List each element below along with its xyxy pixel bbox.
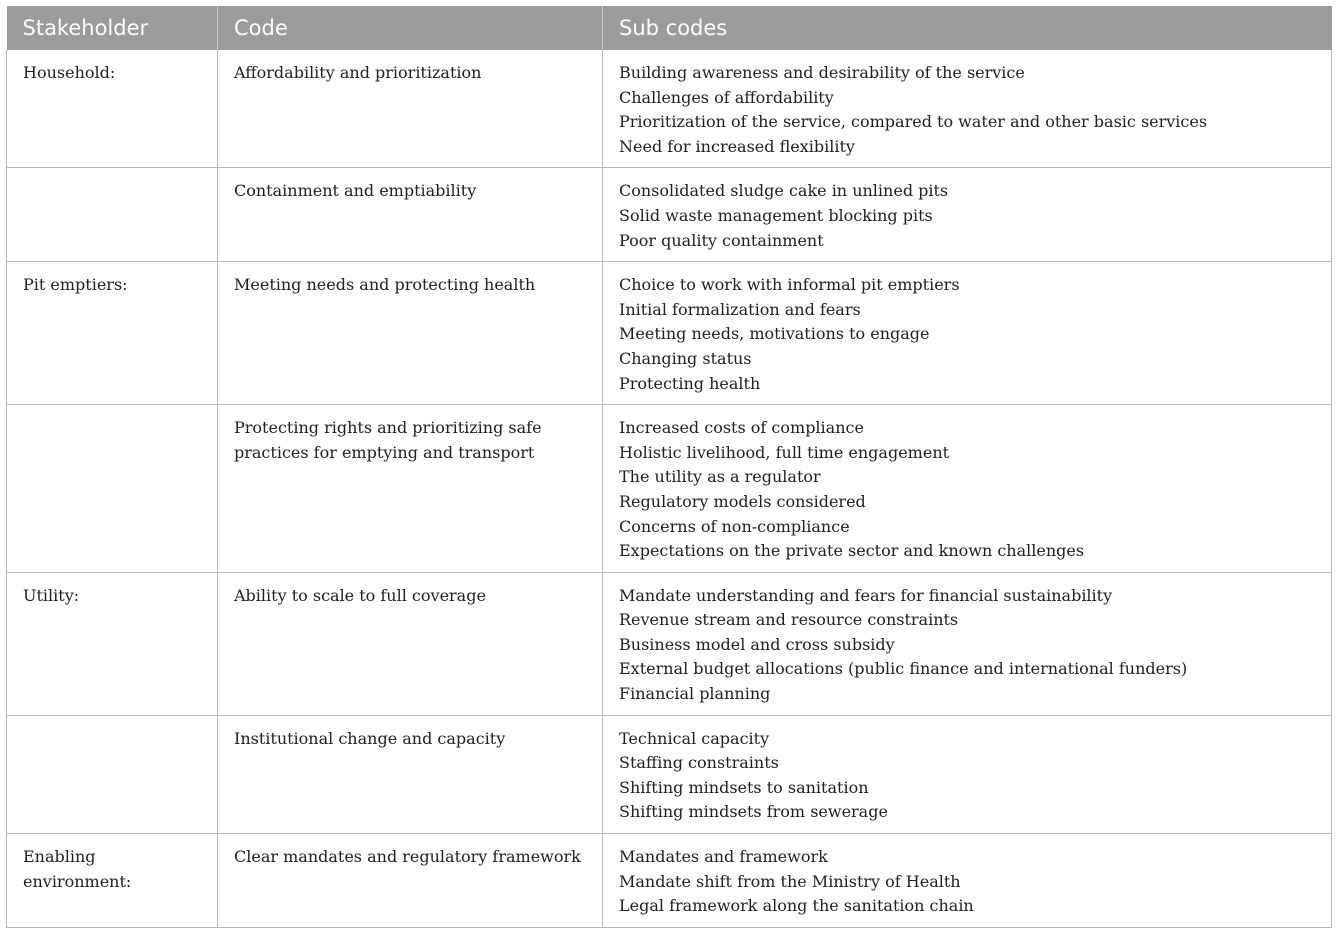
subcode-item: Challenges of affordability — [619, 87, 834, 107]
subcode-item: Choice to work with informal pit emptiers — [619, 275, 960, 295]
subcode-item: Consolidated sludge cake in unlined pits — [619, 181, 949, 201]
code-cell — [218, 572, 603, 715]
subcode-item: Concerns of non-compliance — [619, 516, 850, 536]
subcode-item: Increased costs of compliance — [619, 418, 864, 438]
subcode-item: Business model and cross subsidy — [619, 634, 895, 654]
subcode-item: Solid waste management blocking pits — [619, 205, 933, 225]
subcodes-cell — [603, 572, 1332, 715]
subcodes-cell — [603, 834, 1332, 928]
header-subcodes: Sub codes — [603, 6, 1332, 50]
subcode-item: Revenue stream and resource constraints — [619, 610, 959, 630]
subcode-item: Mandate understanding and fears for financial sustainability — [619, 585, 1113, 605]
subcodes-cell — [603, 50, 1332, 168]
stakeholder-cell: Household: — [7, 50, 218, 168]
subcode-item: Financial planning — [619, 684, 771, 704]
code-text: Ability to scale to full coverage — [234, 585, 486, 605]
table-body — [7, 50, 1332, 927]
stakeholder-cell: Pit emptiers: — [7, 262, 218, 405]
subcode-item: Shifting mindsets to sanitation — [619, 777, 869, 797]
header-row — [7, 6, 1332, 50]
table-row — [7, 262, 1332, 405]
subcode-item: External budget allocations (public finance and international funders) — [619, 659, 1188, 679]
code-text: Protecting rights and prioritizing safe practices for emptying and transport — [234, 418, 542, 462]
code-text: Institutional change and capacity — [234, 728, 506, 748]
subcode-item: The utility as a regulator — [619, 467, 821, 487]
subcode-item: Building awareness and desirability of the service — [619, 63, 1025, 82]
table-row — [7, 572, 1332, 715]
subcodes-cell — [603, 715, 1332, 833]
header-stakeholder: Stakeholder — [7, 6, 218, 50]
stakeholder-cell — [7, 405, 218, 573]
subcode-item: Staffing constraints — [619, 753, 779, 773]
code-text: Affordability and prioritization — [234, 63, 482, 82]
code-cell — [218, 168, 603, 262]
stakeholder-codes-table — [6, 6, 1332, 928]
code-cell — [218, 405, 603, 573]
code-text: Meeting needs and protecting health — [234, 275, 536, 295]
subcode-item: Mandates and framework — [619, 847, 828, 867]
subcodes-cell — [603, 168, 1332, 262]
code-cell — [218, 262, 603, 405]
code-cell — [218, 834, 603, 928]
subcode-item: Technical capacity — [619, 728, 770, 748]
stakeholder-cell — [7, 168, 218, 262]
subcode-item: Holistic livelihood, full time engagement — [619, 442, 950, 462]
subcode-item: Regulatory models considered — [619, 491, 866, 511]
subcode-item: Prioritization of the service, compared to water and other basic services — [619, 112, 1208, 132]
subcode-item: Legal framework along the sanitation chain — [619, 896, 974, 916]
subcode-item: Protecting health — [619, 373, 761, 393]
table-header — [7, 6, 1332, 50]
subcode-item: Expectations on the private sector and known challenges — [619, 541, 1085, 561]
code-text: Clear mandates and regulatory framework — [234, 847, 581, 867]
code-cell — [218, 715, 603, 833]
subcode-item: Mandate shift from the Ministry of Health — [619, 871, 961, 891]
subcodes-cell — [603, 405, 1332, 573]
stakeholder-cell: Enabling environment: — [7, 834, 218, 928]
table-row — [7, 168, 1332, 262]
subcode-item: Changing status — [619, 348, 752, 368]
subcode-item: Shifting mindsets from sewerage — [619, 802, 888, 822]
stakeholder-cell: Utility: — [7, 572, 218, 715]
table-row — [7, 715, 1332, 833]
table-row — [7, 50, 1332, 168]
stakeholder-cell — [7, 715, 218, 833]
subcode-item: Meeting needs, motivations to engage — [619, 324, 930, 344]
subcode-item: Initial formalization and fears — [619, 299, 861, 319]
code-text: Containment and emptiability — [234, 181, 477, 201]
subcode-item: Need for increased flexibility — [619, 136, 855, 156]
header-code: Code — [218, 6, 603, 50]
subcode-item: Poor quality containment — [619, 230, 824, 250]
table-row — [7, 405, 1332, 573]
table-row — [7, 834, 1332, 928]
code-cell — [218, 50, 603, 168]
subcodes-cell — [603, 262, 1332, 405]
